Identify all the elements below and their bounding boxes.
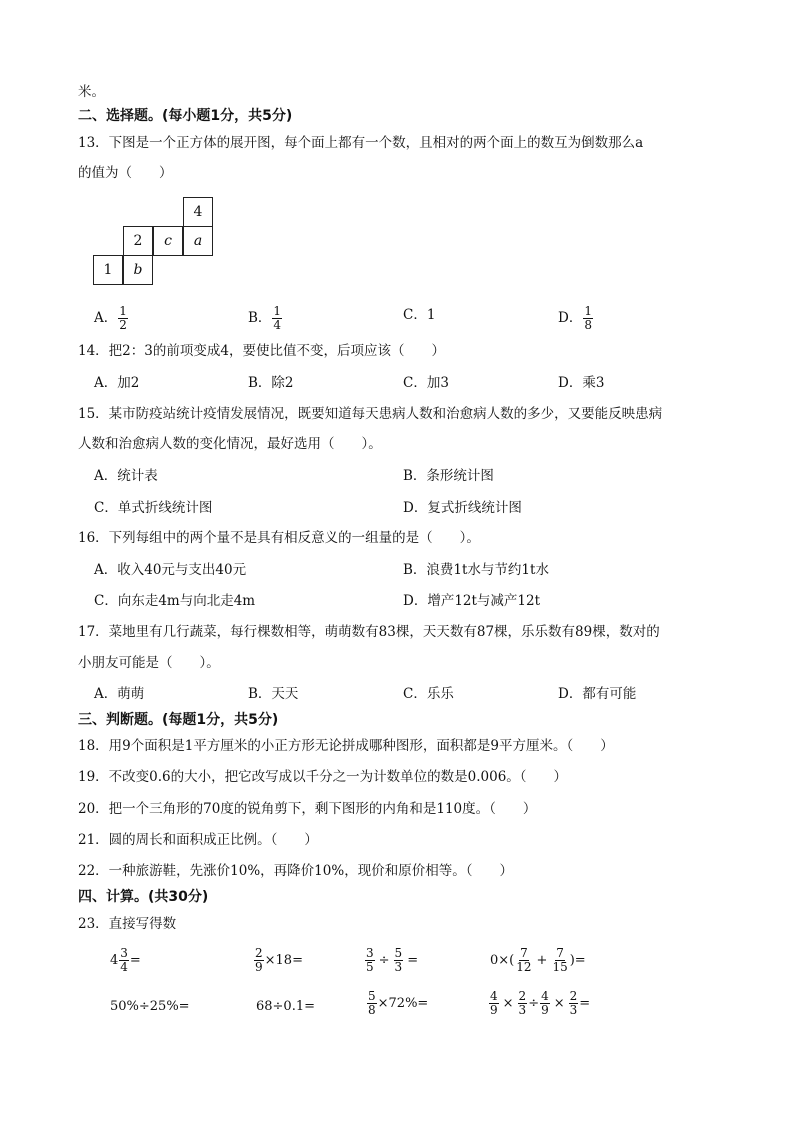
calc-tail: )= bbox=[569, 953, 586, 968]
numerator: 1 bbox=[119, 304, 127, 318]
numerator: 7 bbox=[556, 946, 564, 960]
q16-text: 16．下列每组中的两个量不是具有相反意义的一组量的是（ ）。 bbox=[78, 530, 480, 546]
q13-option-d[interactable] bbox=[558, 305, 594, 332]
operator: × bbox=[553, 996, 565, 1011]
previous-text-tail: 米。 bbox=[78, 84, 105, 100]
denominator: 3 bbox=[569, 1003, 578, 1017]
calc-item-7 bbox=[366, 990, 428, 1017]
operator: × bbox=[502, 996, 514, 1011]
fraction bbox=[394, 947, 404, 974]
q17-option-c[interactable]: C．乐乐 bbox=[403, 686, 454, 702]
q22-text: 22．一种旅游鞋，先涨价10%，再降价10%，现价和原价相等。（ ） bbox=[78, 863, 513, 879]
option-label: D． bbox=[558, 310, 583, 326]
q14-text: 14．把2：3的前项变成4，要使比值不变，后项应该（ ） bbox=[78, 343, 445, 359]
q13-option-b[interactable] bbox=[248, 305, 283, 332]
denominator: 9 bbox=[490, 1003, 498, 1017]
q16-option-d[interactable]: D．增产12t与减产12t bbox=[403, 593, 541, 609]
q15-option-a[interactable]: A．统计表 bbox=[94, 468, 158, 484]
q13-option-a[interactable] bbox=[94, 305, 129, 332]
section-2-heading: 二、选择题。(每小题1分，共5分) bbox=[78, 108, 293, 124]
numerator: 2 bbox=[569, 989, 578, 1003]
q15-option-c[interactable]: C．单式折线统计图 bbox=[94, 500, 213, 516]
numerator: 4 bbox=[541, 989, 549, 1003]
q14-option-d[interactable]: D．乘3 bbox=[558, 375, 605, 391]
numerator: 3 bbox=[120, 946, 128, 960]
fraction bbox=[583, 305, 593, 332]
denominator: 4 bbox=[273, 318, 282, 332]
option-label: A． bbox=[94, 310, 118, 326]
net-cell-b: b bbox=[123, 255, 153, 285]
q20-text: 20．把一个三角形的70度的锐角剪下，剩下图形的内角和是110度。（ ） bbox=[78, 801, 537, 817]
q13-text-line2: 的值为（ ） bbox=[78, 165, 173, 181]
calc-item-1 bbox=[110, 947, 141, 974]
numerator: 7 bbox=[520, 946, 528, 960]
denominator: 15 bbox=[552, 960, 568, 974]
denominator: 3 bbox=[518, 1003, 527, 1017]
q14-option-c[interactable]: C．加3 bbox=[403, 375, 449, 391]
fraction bbox=[254, 947, 264, 974]
q14-option-a[interactable]: A．加2 bbox=[94, 375, 140, 391]
calc-tail: = bbox=[129, 953, 141, 968]
q15-option-d[interactable]: D．复式折线统计图 bbox=[403, 500, 522, 516]
calc-tail: = bbox=[407, 953, 419, 968]
fraction bbox=[551, 947, 568, 974]
q17-option-b[interactable]: B．天天 bbox=[248, 686, 299, 702]
calc-head: 0×( bbox=[490, 953, 515, 968]
whole-number: 4 bbox=[110, 953, 119, 968]
q18-text: 18．用9个面积是1平方厘米的小正方形无论拼成哪种图形，面积都是9平方厘米。（ ） bbox=[78, 738, 614, 754]
net-cell-4: 4 bbox=[183, 197, 213, 227]
numerator: 5 bbox=[368, 989, 376, 1003]
q13-text-line1: 13．下图是一个正方体的展开图，每个面上都有一个数，且相对的两个面上的数互为倒数那么a bbox=[78, 135, 644, 151]
calc-item-4 bbox=[490, 947, 586, 974]
q16-option-a[interactable]: A．收入40元与支出40元 bbox=[94, 562, 247, 578]
q15-text-line1: 15．某市防疫站统计疫情发展情况，既要知道每天患病人数和治愈病人数的多少，又要能反映患病 bbox=[78, 406, 663, 422]
numerator: 2 bbox=[518, 989, 527, 1003]
q19-text: 19．不改变0.6的大小，把它改写成以千分之一为计数单位的数是0.006。（ ） bbox=[78, 769, 568, 785]
q13-option-c[interactable]: C．1 bbox=[403, 307, 436, 323]
fraction bbox=[272, 305, 282, 332]
numerator: 2 bbox=[255, 946, 263, 960]
calc-tail: ×18= bbox=[264, 953, 303, 968]
q21-text: 21．圆的周长和面积成正比例。（ ） bbox=[78, 832, 318, 848]
denominator: 3 bbox=[394, 960, 403, 974]
q15-option-b[interactable]: B．条形统计图 bbox=[403, 468, 494, 484]
denominator: 2 bbox=[119, 318, 127, 332]
numerator: 1 bbox=[584, 304, 592, 318]
q17-text-line2: 小朋友可能是（ ）。 bbox=[78, 655, 220, 671]
fraction bbox=[518, 990, 528, 1017]
denominator: 8 bbox=[368, 1003, 376, 1017]
operator: ÷ bbox=[528, 996, 540, 1011]
denominator: 4 bbox=[120, 960, 128, 974]
denominator: 12 bbox=[516, 960, 532, 974]
q23-text: 23．直接写得数 bbox=[78, 916, 177, 932]
net-cell-1: 1 bbox=[93, 255, 123, 285]
q14-option-b[interactable]: B．除2 bbox=[248, 375, 294, 391]
net-cell-2: 2 bbox=[123, 226, 153, 256]
numerator: 5 bbox=[394, 946, 403, 960]
q17-text-line1: 17．菜地里有几行蔬菜，每行棵数相等，萌萌数有83棵，天天数有87棵，乐乐数有89棵，数对的 bbox=[78, 624, 660, 640]
section-3-heading: 三、判断题。(每题1分，共5分) bbox=[78, 712, 279, 728]
option-label: B． bbox=[248, 310, 272, 326]
fraction bbox=[367, 990, 377, 1017]
denominator: 9 bbox=[541, 1003, 549, 1017]
net-cell-a: a bbox=[183, 226, 213, 256]
calc-item-3 bbox=[364, 947, 421, 974]
calc-item-8 bbox=[488, 990, 590, 1017]
operator: ÷ bbox=[378, 953, 390, 968]
q17-option-a[interactable]: A．萌萌 bbox=[94, 686, 145, 702]
numerator: 1 bbox=[273, 304, 282, 318]
q15-text-line2: 人数和治愈病人数的变化情况，最好选用（ ）。 bbox=[78, 436, 382, 452]
calc-item-2 bbox=[253, 947, 303, 974]
denominator: 8 bbox=[584, 318, 592, 332]
fraction bbox=[489, 990, 499, 1017]
cube-net-figure bbox=[94, 197, 214, 289]
calc-tail: ×72%= bbox=[377, 996, 429, 1011]
denominator: 9 bbox=[255, 960, 263, 974]
denominator: 5 bbox=[366, 960, 374, 974]
fraction bbox=[515, 947, 532, 974]
operator: + bbox=[536, 953, 548, 968]
calc-tail: = bbox=[579, 996, 591, 1011]
fraction bbox=[569, 990, 579, 1017]
numerator: 4 bbox=[490, 989, 498, 1003]
calc-item-6: 68÷0.1= bbox=[256, 998, 316, 1014]
q17-option-d[interactable]: D．都有可能 bbox=[558, 686, 637, 702]
calc-item-5: 50%÷25%= bbox=[110, 998, 190, 1014]
fraction bbox=[540, 990, 550, 1017]
fraction bbox=[118, 305, 128, 332]
fraction bbox=[365, 947, 375, 974]
section-4-heading: 四、计算。(共30分) bbox=[78, 889, 209, 905]
fraction bbox=[119, 947, 129, 974]
net-cell-c: c bbox=[153, 226, 183, 256]
q16-option-c[interactable]: C．向东走4m与向北走4m bbox=[94, 593, 256, 609]
q16-option-b[interactable]: B．浪费1t水与节约1t水 bbox=[403, 562, 549, 578]
numerator: 3 bbox=[366, 946, 374, 960]
